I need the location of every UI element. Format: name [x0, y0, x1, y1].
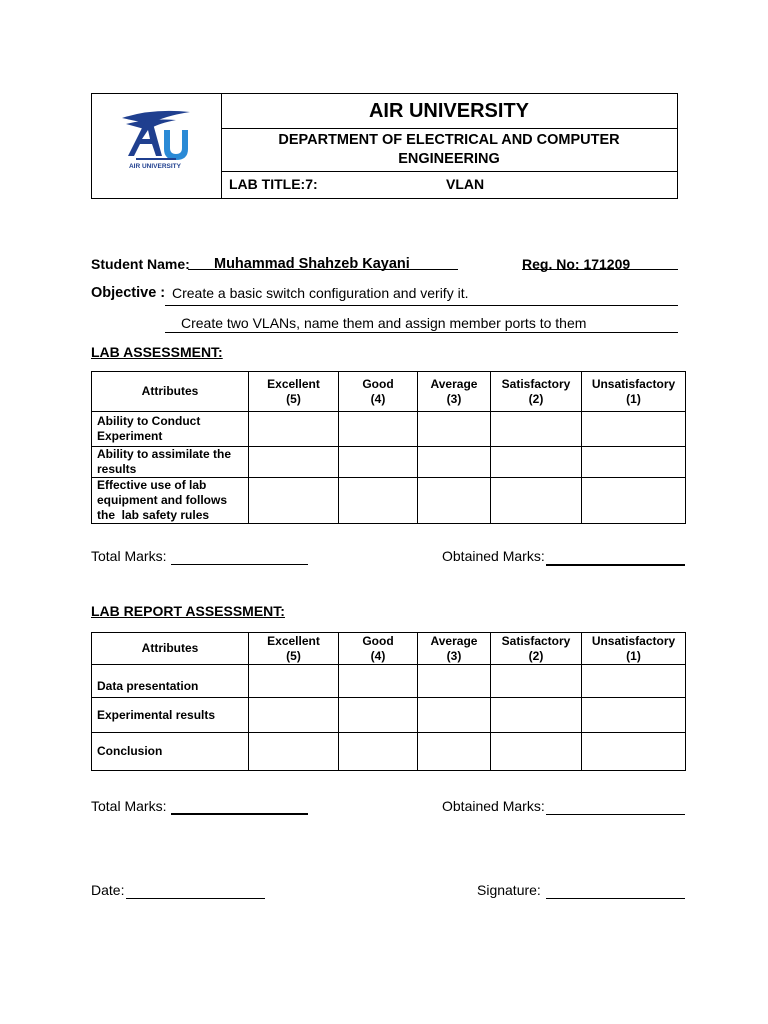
score-cell[interactable]: [582, 447, 686, 478]
lab-title-row: [221, 171, 677, 198]
table-row: [92, 665, 686, 698]
score-cell[interactable]: [418, 698, 491, 733]
lab-assessment-header-row: [92, 372, 686, 412]
header-average: Average (3): [418, 633, 491, 665]
score-cell[interactable]: [491, 665, 582, 698]
lab-total-marks-label: Total Marks:: [91, 548, 167, 564]
score-cell[interactable]: [582, 665, 686, 698]
lab-title-value: VLAN: [446, 176, 485, 192]
lab-total-marks-field[interactable]: [171, 564, 308, 565]
report-assessment-title: LAB REPORT ASSESSMENT:: [91, 603, 285, 619]
header-box: [91, 93, 678, 199]
student-name-line: [188, 269, 458, 270]
department-line-1: DEPARTMENT OF ELECTRICAL AND COMPUTER: [278, 131, 620, 148]
score-cell[interactable]: [249, 665, 339, 698]
attribute-cell: Ability to Conduct Experiment: [92, 412, 249, 447]
header-unsatisfactory: Unsatisfactory (1): [582, 633, 686, 665]
header-attributes: Attributes: [92, 372, 249, 412]
objective-line-2: Create two VLANs, name them and assign member ports to them: [181, 315, 587, 331]
lab-obtained-marks-field[interactable]: [546, 564, 685, 566]
report-obtained-marks-field[interactable]: [546, 814, 685, 815]
table-row: [92, 698, 686, 733]
objective-label: Objective :: [91, 285, 166, 301]
score-cell[interactable]: [491, 447, 582, 478]
score-cell[interactable]: [249, 698, 339, 733]
attribute-cell: Data presentation: [92, 665, 249, 698]
score-cell[interactable]: [339, 665, 418, 698]
report-total-marks-label: Total Marks:: [91, 798, 167, 814]
table-row: [92, 733, 686, 771]
table-row: [92, 412, 686, 447]
table-row: [92, 447, 686, 478]
objective-line-1: Create a basic switch configuration and verify it.: [172, 285, 469, 301]
score-cell[interactable]: [249, 412, 339, 447]
attribute-cell: Ability to assimilate the results: [92, 447, 249, 478]
objective-line-2-rule: [165, 332, 678, 333]
reg-no-line: [522, 269, 678, 270]
score-cell[interactable]: [582, 478, 686, 524]
score-cell[interactable]: [491, 698, 582, 733]
attribute-cell: Conclusion: [92, 733, 249, 771]
header-attributes: Attributes: [92, 633, 249, 665]
signature-label: Signature:: [477, 882, 541, 898]
lab-assessment-table: [91, 371, 686, 524]
report-assessment-table: [91, 632, 686, 771]
score-cell[interactable]: [491, 478, 582, 524]
date-label: Date:: [91, 882, 125, 898]
lab-obtained-marks-label: Obtained Marks:: [442, 548, 545, 564]
lab-title-label: LAB TITLE:7:: [229, 176, 318, 192]
objective-line-1-rule: [165, 305, 678, 306]
report-assessment-header-row: [92, 633, 686, 665]
student-name-label: Student Name:: [91, 256, 190, 272]
header-satisfactory: Satisfactory (2): [491, 372, 582, 412]
report-total-marks-field[interactable]: [171, 813, 308, 815]
report-obtained-marks-label: Obtained Marks:: [442, 798, 545, 814]
score-cell[interactable]: [418, 665, 491, 698]
student-name-value: Muhammad Shahzeb Kayani: [214, 256, 410, 272]
table-row: [92, 478, 686, 524]
score-cell[interactable]: [339, 412, 418, 447]
score-cell[interactable]: [339, 733, 418, 771]
score-cell[interactable]: [582, 733, 686, 771]
header-excellent: Excellent (5): [249, 633, 339, 665]
date-field[interactable]: [126, 898, 265, 899]
score-cell[interactable]: [249, 447, 339, 478]
header-unsatisfactory: Unsatisfactory (1): [582, 372, 686, 412]
score-cell[interactable]: [339, 698, 418, 733]
signature-field[interactable]: [546, 898, 685, 899]
header-average: Average (3): [418, 372, 491, 412]
score-cell[interactable]: [418, 412, 491, 447]
department-line-2: ENGINEERING: [398, 150, 500, 167]
logo-cell: [92, 94, 222, 198]
score-cell[interactable]: [339, 478, 418, 524]
score-cell[interactable]: [582, 412, 686, 447]
university-title: AIR UNIVERSITY: [221, 94, 677, 129]
attribute-cell: Effective use of lab equipment and follows the lab safety rules: [92, 478, 249, 524]
lab-assessment-title: LAB ASSESSMENT:: [91, 344, 223, 360]
score-cell[interactable]: [418, 733, 491, 771]
logo-text: AIR UNIVERSITY: [128, 163, 182, 170]
score-cell[interactable]: [418, 447, 491, 478]
score-cell[interactable]: [491, 733, 582, 771]
score-cell[interactable]: [491, 412, 582, 447]
score-cell[interactable]: [249, 478, 339, 524]
score-cell[interactable]: [418, 478, 491, 524]
department-title: [221, 128, 677, 172]
air-university-logo: [92, 94, 221, 198]
header-good: Good (4): [339, 633, 418, 665]
header-good: Good (4): [339, 372, 418, 412]
header-excellent: Excellent (5): [249, 372, 339, 412]
score-cell[interactable]: [339, 447, 418, 478]
attribute-cell: Experimental results: [92, 698, 249, 733]
reg-no-label: Reg. No: 171209: [522, 256, 631, 272]
header-satisfactory: Satisfactory (2): [491, 633, 582, 665]
score-cell[interactable]: [582, 698, 686, 733]
score-cell[interactable]: [249, 733, 339, 771]
